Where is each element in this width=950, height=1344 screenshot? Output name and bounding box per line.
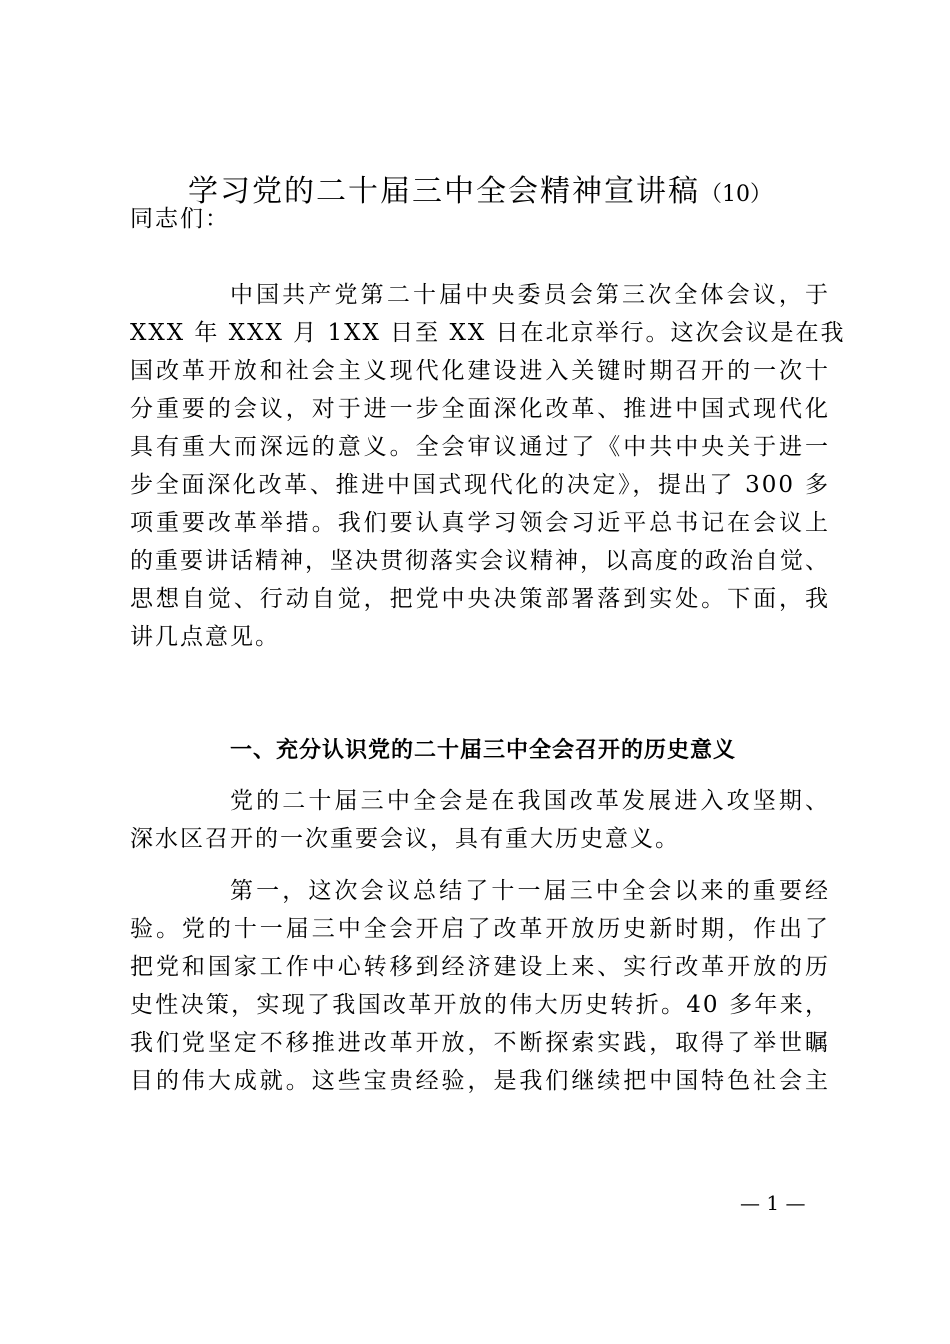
paragraph-line: 目的伟大成就。这些宝贵经验，是我们继续把中国特色社会主 — [130, 1068, 830, 1094]
paragraph-line: 思想自觉、行动自觉，把党中央决策部署落到实处。下面，我 — [130, 586, 830, 612]
title-text: 学习党的二十届三中全会精神宣讲稿 — [188, 174, 700, 209]
section-paragraph-2 — [130, 872, 830, 1100]
section-paragraph-1 — [130, 782, 830, 858]
paragraph-line: XXX 年 XXX 月 1XX 日至 XX 日在北京举行。这次会议是在我 — [130, 320, 846, 346]
intro-paragraph — [130, 276, 846, 656]
paragraph-line: 的重要讲话精神，坚决贯彻落实会议精神，以高度的政治自觉、 — [130, 548, 830, 574]
paragraph-line: 项重要改革举措。我们要认真学习领会习近平总书记在会议上 — [130, 510, 830, 536]
paragraph-line: 步全面深化改革、推进中国式现代化的决定》，提出了 300 多 — [130, 472, 830, 498]
paragraph-line: 我们党坚定不移推进改革开放，不断探索实践，取得了举世瞩 — [130, 1030, 830, 1056]
paragraph-line: 具有重大而深远的意义。全会审议通过了《中共中央关于进一 — [130, 434, 830, 460]
page-number: — 1 — — [740, 1191, 806, 1215]
paragraph-line: 中国共产党第二十届中央委员会第三次全体会议，于 — [230, 282, 830, 308]
paragraph-line: 深水区召开的一次重要会议，具有重大历史意义。 — [130, 826, 680, 852]
paragraph-line: 分重要的会议，对于进一步全面深化改革、推进中国式现代化 — [130, 396, 830, 422]
paragraph-line: 史性决策，实现了我国改革开放的伟大历史转折。40 多年来， — [130, 992, 830, 1018]
paragraph-line: 验。党的十一届三中全会开启了改革开放历史新时期，作出了 — [130, 916, 830, 942]
greeting: 同志们： — [130, 206, 230, 232]
paragraph-line: 第一，这次会议总结了十一届三中全会以来的重要经 — [230, 878, 830, 904]
paragraph-line: 把党和国家工作中心转移到经济建设上来、实行改革开放的历 — [130, 954, 830, 980]
section-heading: 一、充分认识党的二十届三中全会召开的历史意义 — [230, 738, 737, 763]
document-title — [130, 172, 830, 215]
title-number: （10） — [700, 182, 772, 207]
paragraph-line: 国改革开放和社会主义现代化建设进入关键时期召开的一次十 — [130, 358, 830, 384]
paragraph-line: 讲几点意见。 — [130, 624, 280, 650]
paragraph-line: 党的二十届三中全会是在我国改革发展进入攻坚期、 — [230, 788, 830, 814]
